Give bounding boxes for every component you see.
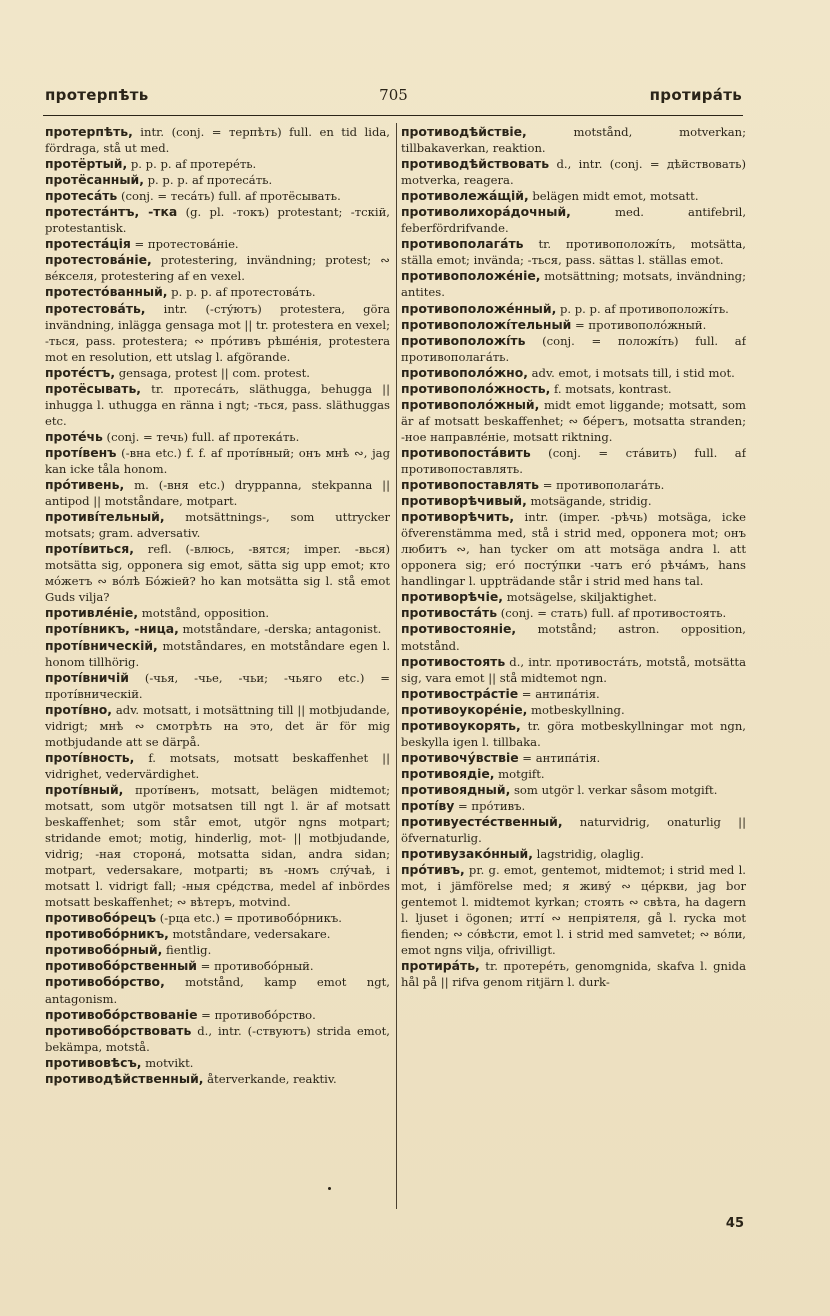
entry-headword: протестáнтъ, -тка — [45, 204, 178, 220]
entry-definition: (g. pl. -токъ) protestant; -тскій, protestantisk. — [45, 205, 390, 236]
entry-headword: противобóрный, — [45, 942, 163, 958]
entry-definition: refl. (-влюсь, -вятся; imper. -вься) motsätta sig, opponera sig emot, sätta sig upp emot; кто мóжетъ ∾ вóлѣ Бóжіей? ho kan motsätta sig l. stå emot Guds vilja? — [45, 542, 390, 605]
dictionary-entry — [401, 846, 746, 862]
entry-definition: motgift. — [494, 766, 545, 781]
entry-headword: протёсанный, — [45, 172, 144, 188]
entry-headword: противоположíтельный — [401, 316, 572, 332]
dictionary-entry — [45, 974, 390, 1006]
entry-headword: противочýвствіе — [401, 749, 519, 765]
dictionary-entry — [401, 188, 746, 204]
right-column — [401, 124, 746, 1212]
entry-definition: motsättning; motsats, invändning; antites. — [401, 269, 746, 300]
entry-definition: midt emot liggande; motsatt, som är af motsatt beskaffenhet; ∾ бéрегъ, motsatta stranden; -ное направлéніе, motsatt riktning. — [401, 397, 746, 444]
dictionary-entry — [45, 541, 390, 605]
entry-headword: протéстъ, — [45, 364, 116, 380]
dictionary-entry — [401, 862, 746, 958]
entry-headword: протíвный, — [45, 781, 124, 797]
dictionary-entry — [401, 702, 746, 718]
entry-headword: противоположéнный, — [401, 300, 557, 316]
entry-definition: motståndare, vedersakare. — [168, 927, 331, 942]
dictionary-entry — [401, 381, 746, 397]
dictionary-entry — [401, 621, 746, 653]
entry-definition: p. p. p. af противоположíть. — [556, 301, 729, 316]
dictionary-entry — [45, 381, 390, 429]
entry-definition: motstånd, motverkan; tillbakaverkan, reaktion. — [401, 125, 746, 156]
dictionary-entry — [401, 317, 746, 333]
entry-definition: = противополóжный. — [571, 317, 707, 332]
dictionary-entry — [45, 172, 390, 188]
entry-definition: протíвенъ, motsatt, belägen midtemot; motsatt, som utgör motsatsen till ngt l. är af motsatt beskaffenhet; som står emot, utgör ngns motpart; stridande emot; motig, hinderlig, mot- || motbjudande, vidrig; -ная сторонá, motsatta sidan, andra sidan; motpart, vedersakare, motparti; въ -номъ слýчаѣ, i motsatt l. vidrigt fall; -ныя срéдства, medel af inbördes motsatt beskaffenhet; ∾ вѣтеръ, motvind. — [45, 782, 390, 910]
dictionary-entry — [45, 124, 390, 156]
entry-definition: (-вна etc.) f. f. af протíвный; онъ мнѣ ∾, jag kan icke tåla honom. — [45, 445, 390, 476]
dictionary-entry — [45, 156, 390, 172]
dictionary-entry — [401, 686, 746, 702]
dictionary-entry — [401, 605, 746, 621]
entry-definition: återverkande, reaktiv. — [203, 1071, 337, 1086]
entry-definition: (-чья, -чье, -чьи; -чьяго etc.) = протíвническій. — [45, 670, 390, 701]
entry-definition: tr. противоположíть, motsätta, ställa emot; invända; -ться, pass. sättas l. ställas emot. — [401, 237, 746, 268]
entry-definition: (-рца etc.) = противобóрникъ. — [156, 911, 342, 926]
dictionary-entry — [45, 910, 390, 926]
dictionary-entry — [45, 1007, 390, 1023]
entry-headword: противобóрственный — [45, 958, 197, 974]
entry-headword: противолихорáдочный, — [401, 204, 571, 220]
dictionary-entry — [401, 766, 746, 782]
dictionary-entry — [45, 204, 390, 236]
entry-headword: протестáція — [45, 236, 131, 252]
entry-definition: tr. протесáть, släthugga, behugga || inhugga l. uthugga en ränna i ngt; -ться, pass. släthuggas etc. — [45, 381, 390, 428]
entry-definition: m. (-вня etc.) dryppanna, stekpanna || antipod || motståndare, motpart. — [45, 478, 390, 509]
entry-definition: belägen midt emot, motsatt. — [528, 189, 699, 204]
entry-headword: противолежáщій, — [401, 188, 529, 204]
dictionary-entry — [45, 1071, 390, 1087]
dictionary-entry — [401, 333, 746, 365]
left-column — [45, 124, 390, 1212]
dictionary-entry — [45, 926, 390, 942]
dictionary-entry — [45, 958, 390, 974]
entry-definition: (conj. = течь) full. af протекáть. — [102, 429, 300, 444]
entry-definition: adv. emot, i motsats till, i stid mot. — [527, 365, 735, 380]
entry-definition: (conj. = положíть) full. af противополагáть. — [401, 333, 746, 364]
dictionary-entry — [401, 445, 746, 477]
entry-headword: протíвническій, — [45, 637, 158, 653]
dictionary-entry — [45, 429, 390, 445]
printer-dot — [328, 1187, 331, 1190]
entry-definition: motstånd, kamp emot ngt, antagonism. — [45, 975, 390, 1006]
entry-definition: tr. протерéть, genomgnida, skafva l. gnida hål på || rifva genom ritjärn l. durk- — [401, 959, 746, 990]
entry-headword: противоядіе, — [401, 765, 495, 781]
entry-headword: протирáть, — [401, 958, 480, 974]
entry-headword: противопоставлять — [401, 477, 540, 493]
entry-headword: противостоять — [401, 653, 506, 669]
entry-headword: противуестéственный, — [401, 814, 563, 830]
dictionary-entry — [401, 236, 746, 268]
dictionary-entry — [401, 477, 746, 493]
entry-definition: f. motsats, motsatt beskaffenhet || vidrighet, vedervärdighet. — [45, 750, 390, 781]
page-number: 705 — [379, 86, 408, 104]
left-guide-word: протерпѣть — [45, 86, 149, 104]
entry-headword: противобóрецъ — [45, 910, 157, 926]
dictionary-entry — [45, 509, 390, 541]
entry-headword: протéчь — [45, 428, 103, 444]
entry-definition: protestering, invändning; protest; ∾ вéкселя, protestering af en vexel. — [45, 253, 390, 284]
entry-definition: (conj. = стáвить) full. af противопоставлять. — [401, 445, 746, 476]
entry-definition: som utgör l. verkar såsom motgift. — [510, 782, 718, 797]
entry-headword: противобóрствованіе — [45, 1006, 198, 1022]
entry-headword: противопостáвить — [401, 444, 531, 460]
dictionary-entry — [45, 782, 390, 910]
entry-headword: прóтивъ, — [401, 862, 465, 878]
dictionary-entry — [401, 654, 746, 686]
dictionary-entry — [401, 124, 746, 156]
entry-definition: motsättnings-, som uttrycker motsats; gram. adversativ. — [45, 510, 390, 541]
entry-headword: протестóванный, — [45, 284, 168, 300]
entry-headword: противузакóнный, — [401, 846, 533, 862]
entry-definition: motstånd; astron. opposition, motstånd. — [401, 622, 746, 653]
entry-headword: противостоянiе, — [401, 621, 517, 637]
dictionary-entry — [401, 782, 746, 798]
entry-headword: протíвность, — [45, 749, 135, 765]
dictionary-entry — [401, 493, 746, 509]
entry-definition: naturvidrig, onaturlig || öfvernaturlig. — [401, 815, 746, 846]
dictionary-entry — [45, 1023, 390, 1055]
entry-headword: противíтельный, — [45, 509, 165, 525]
dictionary-entry — [45, 702, 390, 750]
dictionary-entry — [401, 365, 746, 381]
entry-definition: f. motsats, kontrast. — [550, 381, 672, 396]
entry-definition: tr. göra motbeskyllningar mot ngn, beskylla igen l. tillbaka. — [401, 718, 746, 749]
signature-number: 45 — [725, 1216, 744, 1231]
dictionary-entry — [401, 958, 746, 990]
entry-headword: противобóрство, — [45, 974, 165, 990]
entry-headword: противополóжный, — [401, 396, 540, 412]
column-divider — [396, 123, 397, 1209]
dictionary-entry — [45, 942, 390, 958]
entry-definition: = противобóрство. — [197, 1007, 316, 1022]
entry-headword: протíвиться, — [45, 541, 134, 557]
entry-headword: противорѣчивый, — [401, 493, 527, 509]
entry-headword: противостáть — [401, 605, 498, 621]
entry-headword: противлéніе, — [45, 605, 139, 621]
dictionary-entry — [401, 718, 746, 750]
dictionary-entry — [401, 268, 746, 300]
dictionary-entry — [401, 204, 746, 236]
entry-headword: протерпѣть, — [45, 124, 133, 139]
entry-definition: = протестовáніе. — [130, 237, 239, 252]
dictionary-entry — [401, 814, 746, 846]
entry-headword: протёсывать, — [45, 380, 142, 396]
entry-definition: = антипáтія. — [518, 686, 600, 701]
entry-definition: (conj. = тесáть) full. af протёсывать. — [117, 189, 341, 204]
entry-headword: противоукорять, — [401, 717, 521, 733]
dictionary-entry — [401, 397, 746, 445]
entry-headword: протёртый, — [45, 156, 128, 172]
entry-definition: adv. motsatt, i motsättning till || motbjudande, vidrigt; мнѣ ∾ смотрѣть на это, det är för mig motbjudande att se därpå. — [45, 702, 390, 749]
dictionary-entry — [45, 605, 390, 621]
entry-headword: противобóрникъ, — [45, 926, 169, 942]
entry-headword: противодѣйствовать — [401, 156, 550, 172]
entry-definition: (conj. = стать) full. af противостоять. — [497, 606, 727, 621]
entry-definition: intr. (conj. = терпѣть) full. en tid lida, fördraga, stå ut med. — [45, 125, 390, 156]
entry-definition: motstånd, opposition. — [138, 606, 270, 621]
entry-headword: протестовáніе, — [45, 252, 152, 268]
dictionary-entry — [401, 156, 746, 188]
entry-definition: = противобóрный. — [196, 959, 314, 974]
entry-headword: противополóжность, — [401, 380, 551, 396]
entry-headword: противоположíть — [401, 332, 526, 348]
entry-definition: d., intr. (conj. = дѣйствовать) motverka, reagera. — [401, 157, 746, 188]
dictionary-entry — [45, 638, 390, 670]
entry-definition: fientlig. — [162, 943, 212, 958]
entry-headword: протестовáть, — [45, 300, 146, 316]
entry-definition: intr. (-стýютъ) protestera, göra invändning, inlägga gensaga mot || tr. protestera en vexel; -ться, pass. protestera; ∾ прóтивъ рѣшéнія, protestera mot en resolution, ett utslag l. afgörande. — [45, 301, 390, 364]
dictionary-entry — [401, 750, 746, 766]
entry-definition: = антипáтія. — [518, 750, 601, 765]
entry-definition: motsägande, stridig. — [526, 494, 652, 509]
dictionary-entry — [401, 509, 746, 589]
dictionary-entry — [401, 798, 746, 814]
entry-definition: motsägelse, skiljaktighet. — [503, 590, 657, 605]
entry-headword: протесáть — [45, 188, 118, 204]
entry-headword: протíвникъ, -ница, — [45, 621, 179, 637]
dictionary-entry — [401, 589, 746, 605]
entry-headword: противострáстіе — [401, 685, 519, 701]
entry-definition: d., intr. (-ствуютъ) strida emot, bekämpa, motstå. — [45, 1023, 390, 1054]
dictionary-entry — [45, 477, 390, 509]
entry-headword: противополагáть — [401, 236, 524, 252]
dictionary-entry — [45, 445, 390, 477]
dictionary-entry — [45, 252, 390, 284]
dictionary-entry — [45, 301, 390, 365]
entry-definition: motståndares, en motståndare egen l. honom tillhörig. — [45, 638, 390, 669]
entry-definition: p. p. p. af протесáть. — [143, 173, 273, 188]
entry-definition: intr. (imper. -рѣчь) motsäga, icke öfverenstämma med, stå i strid med, opponera mot; онъ любитъ ∾, han tycker om att motsäga andra l. att opponera sig; егó постýпки -чатъ егó рѣчáмъ, hans handlingar l. uppträdande står i strid med hans tal. — [401, 510, 746, 589]
entry-definition: lagstridig, olaglig. — [532, 847, 644, 862]
entry-headword: противоположéніе, — [401, 268, 541, 284]
entry-definition: motvikt. — [141, 1055, 194, 1070]
entry-headword: противодѣйствіе, — [401, 124, 527, 139]
dictionary-entry — [45, 284, 390, 300]
entry-headword: протíву — [401, 797, 455, 813]
right-guide-word: протирáть — [649, 86, 742, 104]
dictionary-entry — [45, 188, 390, 204]
entry-headword: противополóжно, — [401, 364, 528, 380]
entry-definition: gensaga, protest || com. protest. — [115, 365, 310, 380]
entry-headword: противорѣчить, — [401, 509, 515, 525]
entry-definition: pr. g. emot, gentemot, midtemot; i strid med l. mot, i jämförelse med; я живý ∾ цéркви, jag bor gentemot l. midtemot kyrkan; стоять ∾ свѣта, ha dagern l. ljuset i ögonen; иттí ∾ непріятеля, gå l. rycka mot fienden; ∾ сóвѣсти, emot l. i strid med samvetet; ∾ вóли, emot ngns vilja, ofrivilligt. — [401, 863, 746, 958]
entry-definition: = противополагáть. — [539, 478, 665, 493]
entry-headword: противодѣйственный, — [45, 1070, 204, 1086]
entry-definition: d., intr. противостáть, motstå, motsätta sig, vara emot || stå midtemot ngn. — [401, 654, 746, 685]
header-rule — [43, 115, 743, 116]
dictionary-entry — [401, 301, 746, 317]
entry-headword: противоядный, — [401, 781, 511, 797]
dictionary-entry — [45, 236, 390, 252]
entry-headword: противоукорéніе, — [401, 701, 528, 717]
entry-headword: прóтивень, — [45, 477, 125, 493]
entry-definition: p. p. p. af протерéть. — [127, 157, 257, 172]
dictionary-entry — [45, 750, 390, 782]
entry-definition: motståndare, -derska; antagonist. — [178, 622, 382, 637]
entry-headword: противовѣсъ, — [45, 1054, 142, 1070]
entry-definition: motbeskyllning. — [527, 702, 625, 717]
dictionary-entry — [45, 1055, 390, 1071]
entry-headword: противорѣчіе, — [401, 589, 504, 605]
entry-definition: = прóтивъ. — [454, 798, 526, 813]
entry-headword: противобóрствовать — [45, 1022, 192, 1038]
dictionary-entry — [45, 670, 390, 702]
entry-definition: p. p. p. af протестовáть. — [167, 285, 316, 300]
entry-definition: med. antifebril, feberfördrifvande. — [401, 205, 746, 236]
entry-headword: протíвенъ — [45, 444, 117, 460]
running-head — [45, 84, 742, 108]
dictionary-entry — [45, 621, 390, 637]
entry-headword: протíвничій — [45, 669, 129, 685]
dictionary-entry — [45, 365, 390, 381]
entry-headword: протíвно, — [45, 701, 112, 717]
